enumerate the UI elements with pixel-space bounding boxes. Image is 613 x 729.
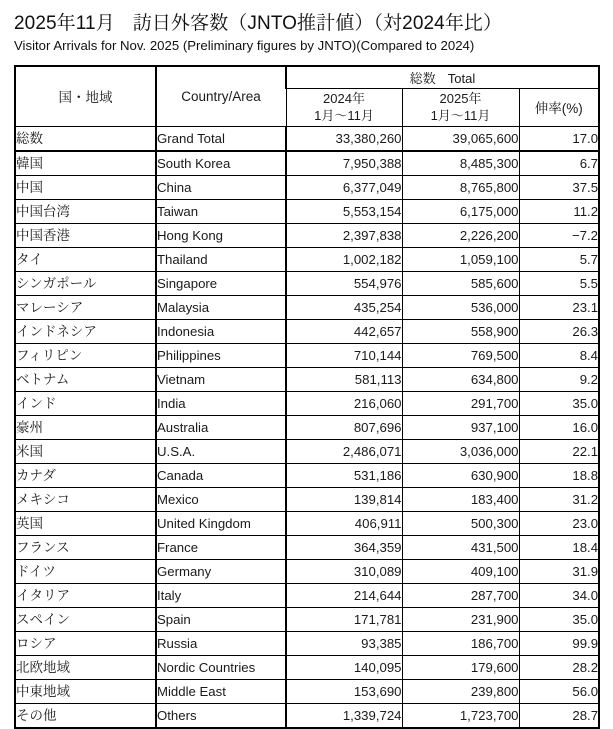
row-growth-rate: 11.2 [519,199,599,223]
table-row [15,367,599,391]
row-value-2024: 581,113 [286,367,402,391]
row-region-jp: イタリア [15,583,156,607]
row-growth-rate: 35.0 [519,607,599,631]
column-header-2024 [286,88,402,126]
row-value-2024: 1,002,182 [286,247,402,271]
row-region-en: Others [156,703,286,728]
row-growth-rate: 6.7 [519,151,599,176]
table-row [15,463,599,487]
row-value-2025: 8,485,300 [402,151,519,176]
row-region-en: Nordic Countries [156,655,286,679]
title-date: 2025年11月 [14,13,115,34]
table-row [15,487,599,511]
row-growth-rate: 56.0 [519,679,599,703]
row-region-jp: マレーシア [15,295,156,319]
row-value-2025: 536,000 [402,295,519,319]
row-growth-rate: 31.9 [519,559,599,583]
table-row [15,391,599,415]
row-region-en: Canada [156,463,286,487]
column-header-total-group [286,66,599,88]
row-value-2024: 93,385 [286,631,402,655]
row-region-jp: 北欧地域 [15,655,156,679]
row-value-2024: 33,380,260 [286,126,402,151]
row-value-2024: 216,060 [286,391,402,415]
table-row [15,223,599,247]
row-region-jp: スペイン [15,607,156,631]
table-row [15,679,599,703]
row-region-en: Germany [156,559,286,583]
row-region-jp: その他 [15,703,156,728]
row-growth-rate: 26.3 [519,319,599,343]
row-region-en: United Kingdom [156,511,286,535]
row-value-2024: 5,553,154 [286,199,402,223]
row-growth-rate: 28.7 [519,703,599,728]
row-region-en: Middle East [156,679,286,703]
row-value-2025: 239,800 [402,679,519,703]
row-value-2024: 406,911 [286,511,402,535]
column-header-2024-period: 1月～11月 [314,108,374,123]
row-growth-rate: 16.0 [519,415,599,439]
row-region-en: India [156,391,286,415]
table-row [15,655,599,679]
row-region-en: Grand Total [156,126,286,151]
row-region-en: South Korea [156,151,286,176]
row-region-jp: 韓国 [15,151,156,176]
page-subtitle: Visitor Arrivals for Nov. 2025 (Preliminary figures by JNTO)(Compared to 2024) [14,38,475,53]
title-main: 訪日外客数（JNTO推計値）（対2024年比） [132,13,503,34]
total-group-jp-label: 総数 [409,70,436,86]
row-region-jp: インド [15,391,156,415]
row-region-jp: シンガポール [15,271,156,295]
row-region-jp: 英国 [15,511,156,535]
row-growth-rate: 35.0 [519,391,599,415]
row-region-jp: フィリピン [15,343,156,367]
row-value-2025: 287,700 [402,583,519,607]
row-value-2025: 291,700 [402,391,519,415]
row-region-jp: 中国台湾 [15,199,156,223]
row-value-2024: 2,486,071 [286,439,402,463]
row-value-2025: 8,765,800 [402,175,519,199]
row-region-jp: カナダ [15,463,156,487]
row-value-2024: 7,950,388 [286,151,402,176]
row-region-en: Thailand [156,247,286,271]
column-header-2025-year: 2025年 [439,91,482,106]
row-growth-rate: 5.7 [519,247,599,271]
row-value-2025: 39,065,600 [402,126,519,151]
row-growth-rate: 37.5 [519,175,599,199]
row-region-jp: 豪州 [15,415,156,439]
table-head [15,66,599,126]
row-value-2025: 431,500 [402,535,519,559]
row-value-2024: 171,781 [286,607,402,631]
table-row [15,175,599,199]
table-container [14,65,598,729]
table-row [15,511,599,535]
total-group-en-label: Total [447,70,476,86]
table-body [15,126,599,728]
row-region-en: Mexico [156,487,286,511]
row-value-2025: 1,723,700 [402,703,519,728]
row-value-2025: 937,100 [402,415,519,439]
row-value-2025: 769,500 [402,343,519,367]
row-region-jp: 米国 [15,439,156,463]
row-value-2024: 364,359 [286,535,402,559]
table-row [15,295,599,319]
row-growth-rate: 99.9 [519,631,599,655]
row-region-en: Spain [156,607,286,631]
row-region-en: U.S.A. [156,439,286,463]
table-row [15,583,599,607]
table-row [15,343,599,367]
row-value-2025: 179,600 [402,655,519,679]
row-value-2024: 554,976 [286,271,402,295]
row-region-en: Russia [156,631,286,655]
table-row [15,415,599,439]
row-value-2024: 435,254 [286,295,402,319]
row-growth-rate: 34.0 [519,583,599,607]
row-value-2025: 630,900 [402,463,519,487]
table-row [15,151,599,176]
row-region-jp: ロシア [15,631,156,655]
row-value-2025: 231,900 [402,607,519,631]
table-row [15,439,599,463]
row-region-jp: フランス [15,535,156,559]
column-header-growth-rate [519,88,599,126]
row-growth-rate: 5.5 [519,271,599,295]
row-region-en: Philippines [156,343,286,367]
row-value-2024: 6,377,049 [286,175,402,199]
row-region-en: Australia [156,415,286,439]
row-value-2025: 1,059,100 [402,247,519,271]
column-header-region-en-label: Country/Area [181,88,261,104]
column-header-2025 [402,88,519,126]
row-value-2024: 442,657 [286,319,402,343]
row-region-jp: タイ [15,247,156,271]
row-growth-rate: 28.2 [519,655,599,679]
row-region-jp: ドイツ [15,559,156,583]
row-region-en: Italy [156,583,286,607]
table-row [15,559,599,583]
row-region-jp: 中国香港 [15,223,156,247]
row-region-en: Vietnam [156,367,286,391]
row-region-jp: 中東地域 [15,679,156,703]
table-row [15,703,599,728]
column-header-2024-year: 2024年 [323,91,365,106]
row-region-jp: メキシコ [15,487,156,511]
page-title [14,12,613,36]
row-value-2024: 710,144 [286,343,402,367]
table-row [15,607,599,631]
row-growth-rate: 17.0 [519,126,599,151]
table-row [15,126,599,151]
visitor-arrivals-table [14,65,600,729]
row-region-en: Taiwan [156,199,286,223]
row-region-jp: ベトナム [15,367,156,391]
row-value-2025: 2,226,200 [402,223,519,247]
row-value-2024: 310,089 [286,559,402,583]
row-region-jp: 中国 [15,175,156,199]
table-row [15,319,599,343]
row-value-2024: 214,644 [286,583,402,607]
column-header-region-en [156,66,286,126]
row-growth-rate: 8.4 [519,343,599,367]
row-growth-rate: −7.2 [519,223,599,247]
row-region-en: Indonesia [156,319,286,343]
row-value-2025: 6,175,000 [402,199,519,223]
row-growth-rate: 31.2 [519,487,599,511]
table-row [15,247,599,271]
table-row [15,271,599,295]
row-value-2024: 2,397,838 [286,223,402,247]
row-growth-rate: 23.1 [519,295,599,319]
row-value-2025: 186,700 [402,631,519,655]
row-value-2025: 634,800 [402,367,519,391]
row-value-2025: 183,400 [402,487,519,511]
table-row [15,535,599,559]
column-header-region-jp [15,66,156,126]
row-region-en: China [156,175,286,199]
row-growth-rate: 18.8 [519,463,599,487]
table-row [15,199,599,223]
row-value-2025: 558,900 [402,319,519,343]
row-value-2025: 585,600 [402,271,519,295]
column-header-2025-period: 1月～11月 [430,108,491,123]
row-value-2024: 140,095 [286,655,402,679]
row-value-2024: 1,339,724 [286,703,402,728]
row-growth-rate: 23.0 [519,511,599,535]
row-region-en: Hong Kong [156,223,286,247]
row-value-2024: 531,186 [286,463,402,487]
column-header-region-jp-label: 国・地域 [58,90,113,106]
row-growth-rate: 22.1 [519,439,599,463]
row-value-2024: 139,814 [286,487,402,511]
row-value-2024: 807,696 [286,415,402,439]
table-header-row-group [15,66,599,88]
table-row [15,631,599,655]
row-growth-rate: 9.2 [519,367,599,391]
row-value-2025: 500,300 [402,511,519,535]
title-block [0,0,613,55]
row-growth-rate: 18.4 [519,535,599,559]
row-region-jp: インドネシア [15,319,156,343]
row-region-en: Malaysia [156,295,286,319]
row-value-2024: 153,690 [286,679,402,703]
row-value-2025: 3,036,000 [402,439,519,463]
row-value-2025: 409,100 [402,559,519,583]
row-region-en: Singapore [156,271,286,295]
column-header-growth-rate-label: 伸率(%) [534,101,583,116]
row-region-jp: 総数 [15,126,156,151]
row-region-en: France [156,535,286,559]
